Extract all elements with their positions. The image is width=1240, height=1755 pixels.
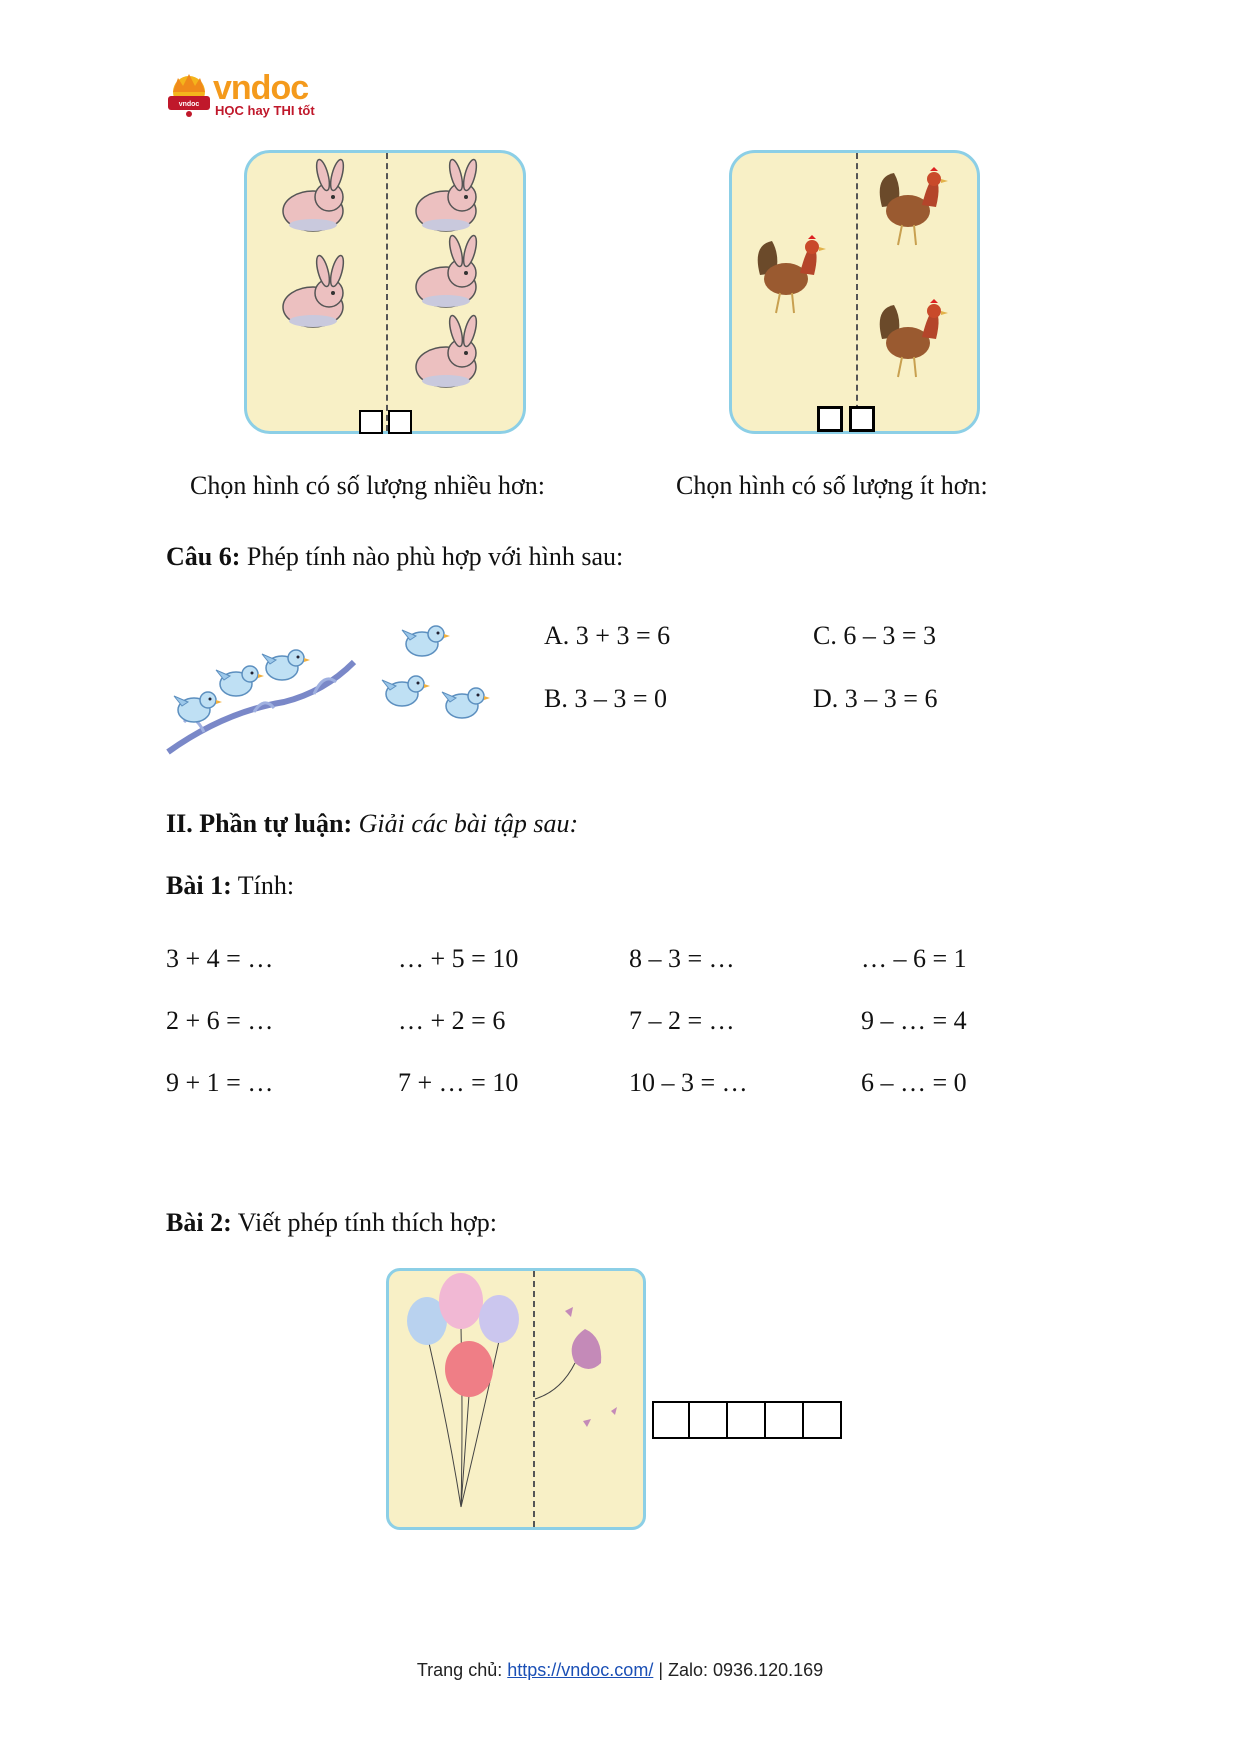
logo-badge-text: vndoc: [178, 101, 200, 108]
calc-r1-c1: 3 + 4 = …: [166, 944, 274, 973]
rabbit-right-3: [416, 314, 479, 387]
answer-box-3[interactable]: [728, 1401, 766, 1439]
rabbit-panel: [244, 150, 526, 434]
page-footer: [0, 1660, 1240, 1681]
popped-balloon: [535, 1307, 617, 1427]
bai-1-text: Tính:: [237, 871, 295, 900]
rooster-right-1: [880, 167, 948, 245]
rabbit-illustration: [247, 153, 523, 431]
bai-2-heading: [166, 1207, 497, 1239]
bird-branch-1: [174, 692, 222, 722]
answer-box-1[interactable]: [652, 1401, 690, 1439]
question-6-label: Câu 6:: [166, 542, 241, 571]
bird-flying-3: [442, 688, 490, 718]
answer-box-5[interactable]: [804, 1401, 842, 1439]
answer-box-right[interactable]: [849, 406, 875, 432]
balloon-purple: [479, 1295, 519, 1343]
rooster-illustration: [732, 153, 977, 431]
answer-box-4[interactable]: [766, 1401, 804, 1439]
calc-r3-c1: 9 + 1 = …: [166, 1068, 274, 1097]
calc-r3-c4: 6 – … = 0: [861, 1068, 967, 1097]
rabbit-left-1: [283, 158, 346, 231]
bird-flying-2: [382, 676, 430, 706]
part-2-heading: [166, 808, 578, 840]
balloon-panel: [386, 1268, 646, 1530]
part-2-instruction: Giải các bài tập sau:: [358, 809, 579, 838]
calc-r2-c3: 7 – 2 = …: [629, 1006, 735, 1035]
balloon-pink: [439, 1273, 483, 1329]
bai-2-text: Viết phép tính thích hợp:: [237, 1208, 497, 1237]
calc-r2-c4: 9 – … = 4: [861, 1006, 967, 1035]
footer-zalo: | Zalo: 0936.120.169: [658, 1660, 824, 1680]
calc-r2-c1: 2 + 6 = …: [166, 1006, 274, 1035]
vndoc-logo: [166, 70, 326, 122]
rooster-panel: [729, 150, 980, 434]
part-2-label: II. Phần tự luận:: [166, 809, 353, 838]
answer-box-right[interactable]: [388, 410, 412, 434]
footer-prefix: Trang chủ:: [416, 1660, 503, 1680]
bai-1-heading: [166, 870, 294, 902]
less-label: Chọn hình có số lượng ít hơn:: [676, 471, 988, 500]
footer-home-link[interactable]: https://vndoc.com/: [507, 1660, 654, 1680]
answer-box-left[interactable]: [359, 410, 383, 434]
calc-r3-c3: 10 – 3 = …: [629, 1068, 748, 1097]
answer-box-row: [652, 1401, 842, 1441]
rabbit-left-2: [283, 254, 346, 327]
bai-1-label: Bài 1:: [166, 871, 232, 900]
bird-branch-2: [216, 666, 264, 696]
rabbit-right-1: [416, 158, 479, 231]
more-label: Chọn hình có số lượng nhiều hơn:: [190, 471, 546, 500]
rooster-right-2: [880, 299, 948, 377]
logo-emblem-icon: [166, 72, 212, 118]
bird-branch-3: [262, 650, 310, 680]
option-d[interactable]: D. 3 – 3 = 6: [813, 684, 938, 713]
option-c[interactable]: C. 6 – 3 = 3: [813, 621, 937, 650]
birds-illustration: [164, 612, 490, 758]
rooster-left-1: [758, 235, 826, 313]
answer-box-left[interactable]: [817, 406, 843, 432]
balloon-illustration: [389, 1271, 643, 1527]
bird-flying-1: [402, 626, 450, 656]
logo-tagline: HỌC hay THI tốt: [215, 103, 315, 118]
calc-r1-c2: … + 5 = 10: [398, 944, 519, 973]
logo-wordmark: vndoc: [213, 69, 309, 107]
question-6: [166, 541, 623, 573]
bai-2-label: Bài 2:: [166, 1208, 232, 1237]
question-6-text: Phép tính nào phù hợp với hình sau:: [246, 542, 624, 571]
option-b[interactable]: B. 3 – 3 = 0: [544, 684, 668, 713]
calc-r1-c4: … – 6 = 1: [861, 944, 967, 973]
rabbit-right-2: [416, 234, 479, 307]
calc-r3-c2: 7 + … = 10: [398, 1068, 519, 1097]
calc-r2-c2: … + 2 = 6: [398, 1006, 506, 1035]
option-a[interactable]: A. 3 + 3 = 6: [544, 621, 671, 650]
calc-r1-c3: 8 – 3 = …: [629, 944, 735, 973]
balloon-red: [445, 1341, 493, 1397]
answer-box-2[interactable]: [690, 1401, 728, 1439]
